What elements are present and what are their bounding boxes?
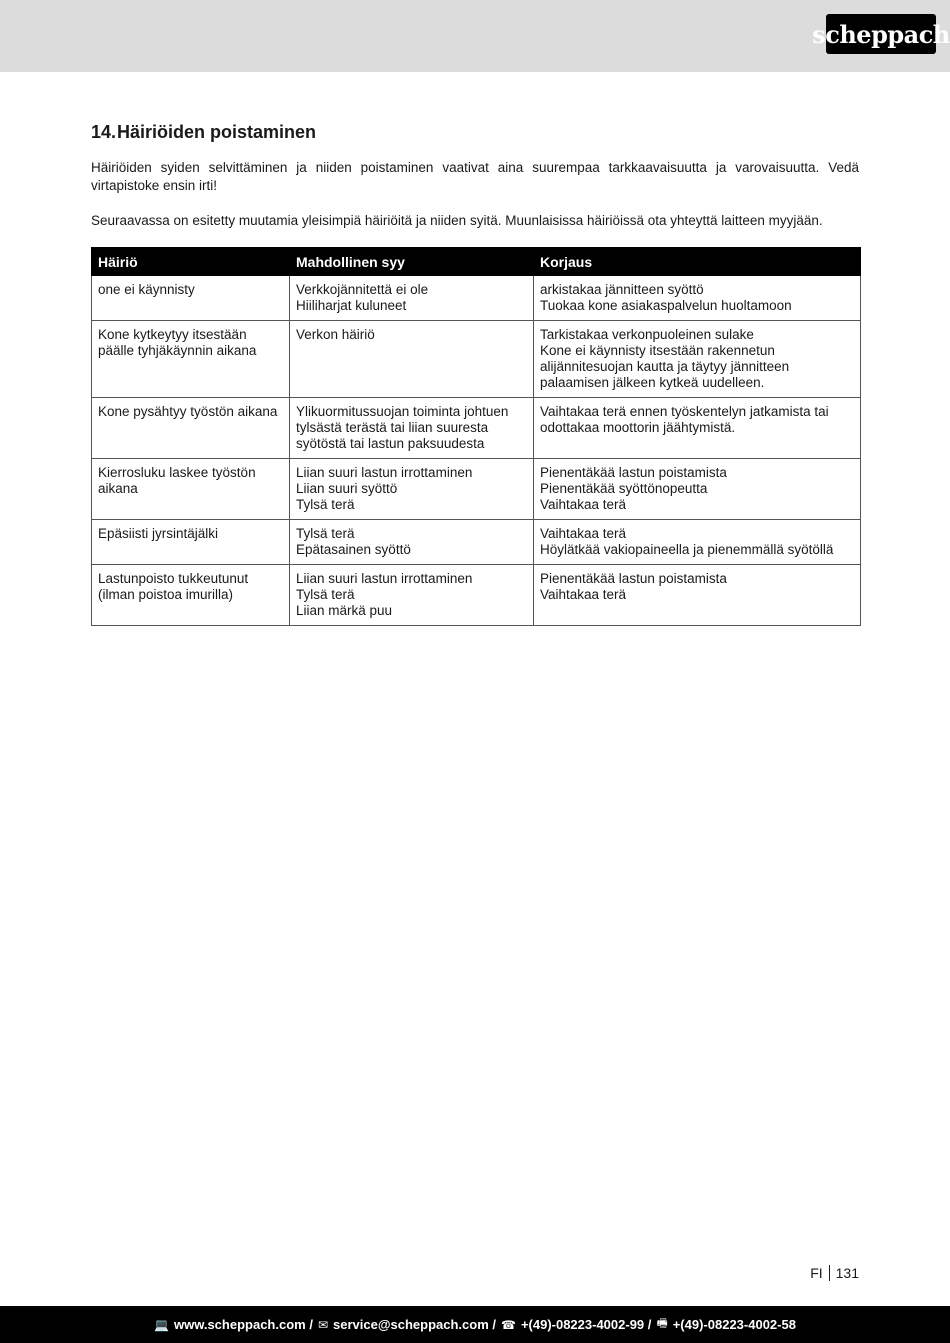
cell-line: Liian suuri lastun irrottaminen	[296, 571, 473, 586]
cell-line: Vaihtakaa terä	[540, 497, 627, 512]
footer-website: www.scheppach.com /	[173, 1317, 313, 1332]
table-row	[92, 520, 861, 565]
cell-line: Liian märkä puu	[296, 603, 393, 618]
cell-line: Tarkistakaa verkonpuoleinen sulake	[540, 327, 754, 342]
page-number	[810, 1265, 859, 1281]
page-language: FI	[810, 1265, 823, 1281]
cell-line: arkistakaa jännitteen syöttö	[540, 282, 704, 297]
cell-line: Kone kytkeytyy itsestään päälle tyhjäkäynnin aikana	[98, 327, 257, 358]
cell-line: Pienentäkää lastun poistamista	[540, 465, 727, 480]
fix-cell	[534, 520, 861, 565]
cell-line: Liian suuri syöttö	[296, 481, 398, 496]
table-row	[92, 565, 861, 626]
info-paragraph: Seuraavassa on esitetty muutamia yleisimpiä häiriöitä ja niiden syitä. Muunlaisissa häiriöissä ota yhteyttä laitteen myyjään.	[91, 213, 823, 228]
contact-footer	[0, 1306, 950, 1343]
cell-line: Tuokaa kone asiakaspalvelun huoltamoon	[540, 298, 792, 313]
fix-cell	[534, 276, 861, 321]
cause-cell	[290, 321, 534, 398]
cause-cell	[290, 276, 534, 321]
cell-line: Hiiliharjat kuluneet	[296, 298, 407, 313]
table-row	[92, 398, 861, 459]
mail-icon: ✉	[317, 1317, 328, 1332]
cell-line: Tylsä terä	[296, 526, 355, 541]
table-row	[92, 459, 861, 520]
cell-line: one ei käynnisty	[98, 282, 195, 297]
cause-cell	[290, 459, 534, 520]
cell-line: Vaihtakaa terä	[540, 526, 627, 541]
fix-cell	[534, 459, 861, 520]
table-row	[92, 321, 861, 398]
computer-icon: 💻	[154, 1317, 169, 1332]
phone-icon: ☎	[500, 1317, 516, 1332]
cell-line: Kone ei käynnisty itsestään rakennetun alijännitesuojan kautta ja täytyy jännitteen palaamisen jälkeen kytkeä uudelleen.	[540, 343, 790, 390]
cell-line: Höylätkää vakiopaineella ja pienemmällä syötöllä	[540, 542, 834, 557]
cell-line: Kone pysähtyy työstön aikana	[98, 404, 278, 419]
cause-cell	[290, 520, 534, 565]
logo-text: scheppach	[812, 19, 950, 49]
header-cause: Mahdollinen syy	[290, 248, 534, 276]
cell-line: Pienentäkää lastun poistamista	[540, 571, 727, 586]
intro-paragraph: Häiriöiden syiden selvittäminen ja niiden poistaminen vaativat aina suurempaa tarkkaavaisuutta ja varovaisuutta. Vedä virtapistoke ensin irti!	[91, 160, 859, 193]
section-title: Häiriöiden poistaminen	[117, 122, 317, 142]
fix-cell	[534, 321, 861, 398]
fault-cell	[92, 398, 290, 459]
fault-cell	[92, 520, 290, 565]
table-header-row	[92, 248, 861, 276]
cause-cell	[290, 398, 534, 459]
fault-cell	[92, 321, 290, 398]
section-heading	[91, 120, 859, 144]
cause-cell	[290, 565, 534, 626]
cell-line: Ylikuormitussuojan toiminta johtuen tylsästä terästä tai liian suuresta syötöstä tai lastun paksuudesta	[296, 404, 509, 451]
header-band	[0, 0, 950, 72]
fix-cell	[534, 565, 861, 626]
troubleshooting-table	[91, 247, 861, 626]
fix-cell	[534, 398, 861, 459]
page-separator	[829, 1265, 830, 1281]
fault-cell	[92, 565, 290, 626]
section-number: 14.	[91, 122, 117, 142]
cell-line: Epätasainen syöttö	[296, 542, 411, 557]
page-number-value: 131	[835, 1265, 859, 1281]
header-fix: Korjaus	[534, 248, 861, 276]
cell-line: Tylsä terä	[296, 497, 355, 512]
fax-icon: 🖷	[656, 1316, 668, 1330]
cell-line: Kierrosluku laskee työstön aikana	[98, 465, 256, 496]
cell-line: Pienentäkää syöttönopeutta	[540, 481, 708, 496]
cell-line: Verkon häiriö	[296, 327, 375, 342]
header-fault: Häiriö	[92, 248, 290, 276]
cell-line: Vaihtakaa terä	[540, 587, 627, 602]
cell-line: Lastunpoisto tukkeutunut (ilman poistoa imurilla)	[98, 571, 249, 602]
cell-line: Tylsä terä	[296, 587, 355, 602]
table-row	[92, 276, 861, 321]
footer-phone: +(49)-08223-4002-99 /	[520, 1317, 652, 1332]
fault-cell	[92, 459, 290, 520]
footer-email: service@scheppach.com /	[333, 1317, 496, 1332]
cell-line: Liian suuri lastun irrottaminen	[296, 465, 473, 480]
brand-logo	[812, 14, 950, 54]
footer-fax: +(49)-08223-4002-58	[672, 1317, 796, 1332]
cell-line: Verkkojännitettä ei ole	[296, 282, 429, 297]
cell-line: Epäsiisti jyrsintäjälki	[98, 526, 219, 541]
fault-cell	[92, 276, 290, 321]
main-content	[91, 120, 859, 626]
cell-line: Vaihtakaa terä ennen työskentelyn jatkamista tai odottakaa moottorin jäähtymistä.	[540, 404, 829, 435]
